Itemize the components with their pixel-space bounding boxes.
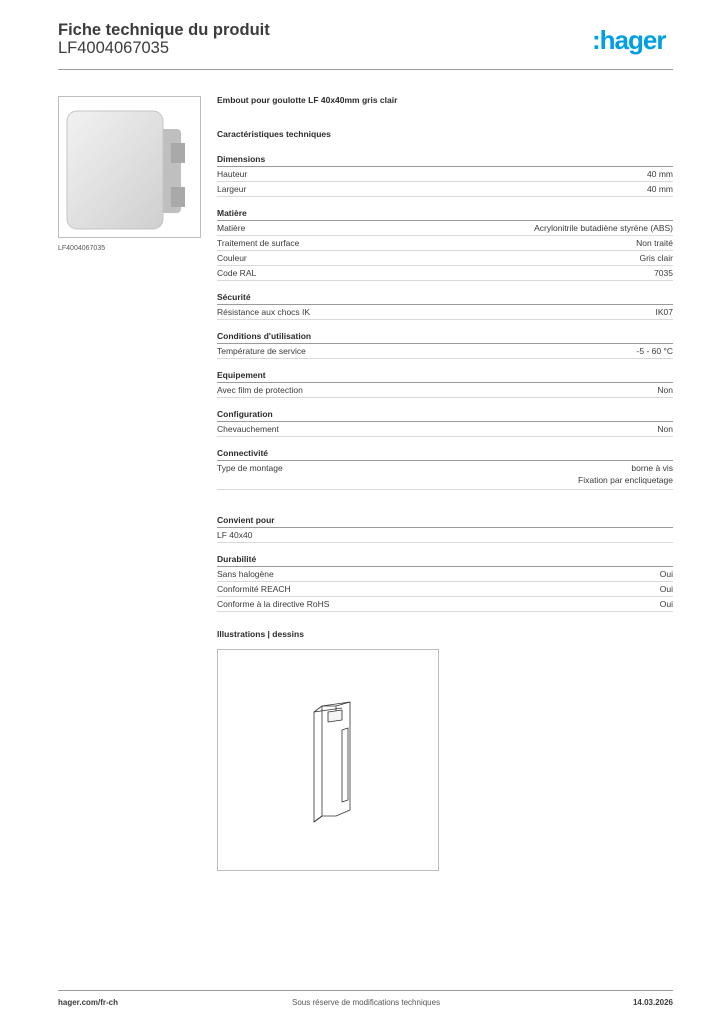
product-reference: LF4004067035 bbox=[58, 39, 170, 57]
footer-website: hager.com/fr-ch bbox=[58, 998, 119, 1007]
footer-divider bbox=[58, 990, 673, 991]
spec-value: Oui bbox=[659, 599, 673, 609]
spec-label: Résistance aux chocs IK bbox=[217, 307, 311, 317]
spec-row bbox=[217, 344, 673, 359]
svg-text::hager: :hager bbox=[592, 26, 666, 55]
spec-value: 7035 bbox=[654, 268, 673, 278]
spec-value: Acrylonitrile butadiène styrène (ABS) bbox=[534, 223, 673, 233]
group-title: Connectivité bbox=[217, 447, 673, 461]
durability-group bbox=[217, 553, 673, 612]
spec-label: Largeur bbox=[217, 184, 247, 194]
end-cap-photo-icon bbox=[59, 97, 200, 237]
group-title: Sécurité bbox=[217, 291, 673, 305]
spec-group-dimensions bbox=[217, 153, 673, 197]
spec-row bbox=[217, 182, 673, 197]
spec-value: Non bbox=[657, 385, 673, 395]
spec-label: Traitement de surface bbox=[217, 238, 300, 248]
spec-label: Chevauchement bbox=[217, 424, 279, 434]
spec-value: Non bbox=[657, 424, 673, 434]
specs-heading: Caractéristiques techniques bbox=[217, 129, 331, 139]
group-title: Configuration bbox=[217, 408, 673, 422]
spec-label: Couleur bbox=[217, 253, 247, 263]
spec-label: Avec film de protection bbox=[217, 385, 303, 395]
spec-row bbox=[217, 251, 673, 266]
spec-value: Oui bbox=[659, 569, 673, 579]
spec-row bbox=[217, 422, 673, 437]
group-title: Dimensions bbox=[217, 153, 673, 167]
spec-row bbox=[217, 528, 673, 543]
group-title: Durabilité bbox=[217, 553, 673, 567]
spec-row bbox=[217, 167, 673, 182]
photo-caption: LF4004067035 bbox=[58, 245, 106, 252]
footer-notice: Sous réserve de modifications techniques bbox=[292, 998, 441, 1007]
spec-row bbox=[217, 221, 673, 236]
spec-value: 40 mm bbox=[647, 169, 673, 179]
spec-value: -5 - 60 °C bbox=[636, 346, 673, 356]
spec-row bbox=[217, 266, 673, 281]
end-cap-drawing-icon bbox=[218, 650, 438, 870]
spec-group-connectivity bbox=[217, 447, 673, 490]
group-title: Conditions d'utilisation bbox=[217, 330, 673, 344]
spec-group-conditions bbox=[217, 330, 673, 359]
spec-label: Code RAL bbox=[217, 268, 257, 278]
spec-row bbox=[217, 236, 673, 251]
spec-group-safety bbox=[217, 291, 673, 320]
fits-group bbox=[217, 514, 673, 543]
spec-row bbox=[217, 582, 673, 597]
spec-value: Gris clair bbox=[639, 253, 673, 263]
technical-drawing bbox=[217, 649, 439, 871]
spec-label: Matière bbox=[217, 223, 246, 233]
spec-label: Conforme à la directive RoHS bbox=[217, 599, 330, 609]
product-name: Embout pour goulotte LF 40x40mm gris clair bbox=[217, 95, 398, 105]
group-title: Matière bbox=[217, 207, 673, 221]
spec-row bbox=[217, 305, 673, 320]
spec-value: IK07 bbox=[655, 307, 673, 317]
spec-group-configuration bbox=[217, 408, 673, 437]
group-title: Convient pour bbox=[217, 514, 673, 528]
page-title: Fiche technique du produit bbox=[58, 21, 270, 39]
spec-group-equipment bbox=[217, 369, 673, 398]
spec-label: Sans halogène bbox=[217, 569, 274, 579]
spec-label: Hauteur bbox=[217, 169, 248, 179]
spec-label: LF 40x40 bbox=[217, 530, 253, 540]
spec-label: Conformité REACH bbox=[217, 584, 291, 594]
spec-value-line: borne à vis bbox=[631, 463, 673, 473]
header-divider bbox=[58, 69, 673, 70]
spec-value-line: Fixation par encliquetage bbox=[578, 475, 673, 485]
hager-logo bbox=[592, 26, 674, 58]
spec-value: Non traité bbox=[636, 238, 673, 248]
spec-row bbox=[217, 597, 673, 612]
spec-row bbox=[217, 383, 673, 398]
spec-label: Type de montage bbox=[217, 463, 283, 473]
spec-row bbox=[217, 461, 673, 490]
spec-row bbox=[217, 567, 673, 582]
spec-content bbox=[217, 94, 673, 871]
spec-label: Température de service bbox=[217, 346, 306, 356]
spec-value: Oui bbox=[659, 584, 673, 594]
group-title: Equipement bbox=[217, 369, 673, 383]
spec-group-material bbox=[217, 207, 673, 281]
spec-value: 40 mm bbox=[647, 184, 673, 194]
illustrations-title: Illustrations | dessins bbox=[217, 629, 304, 639]
spec-value bbox=[578, 461, 673, 485]
product-photo bbox=[58, 96, 201, 238]
footer-date: 14.03.2026 bbox=[632, 998, 673, 1007]
